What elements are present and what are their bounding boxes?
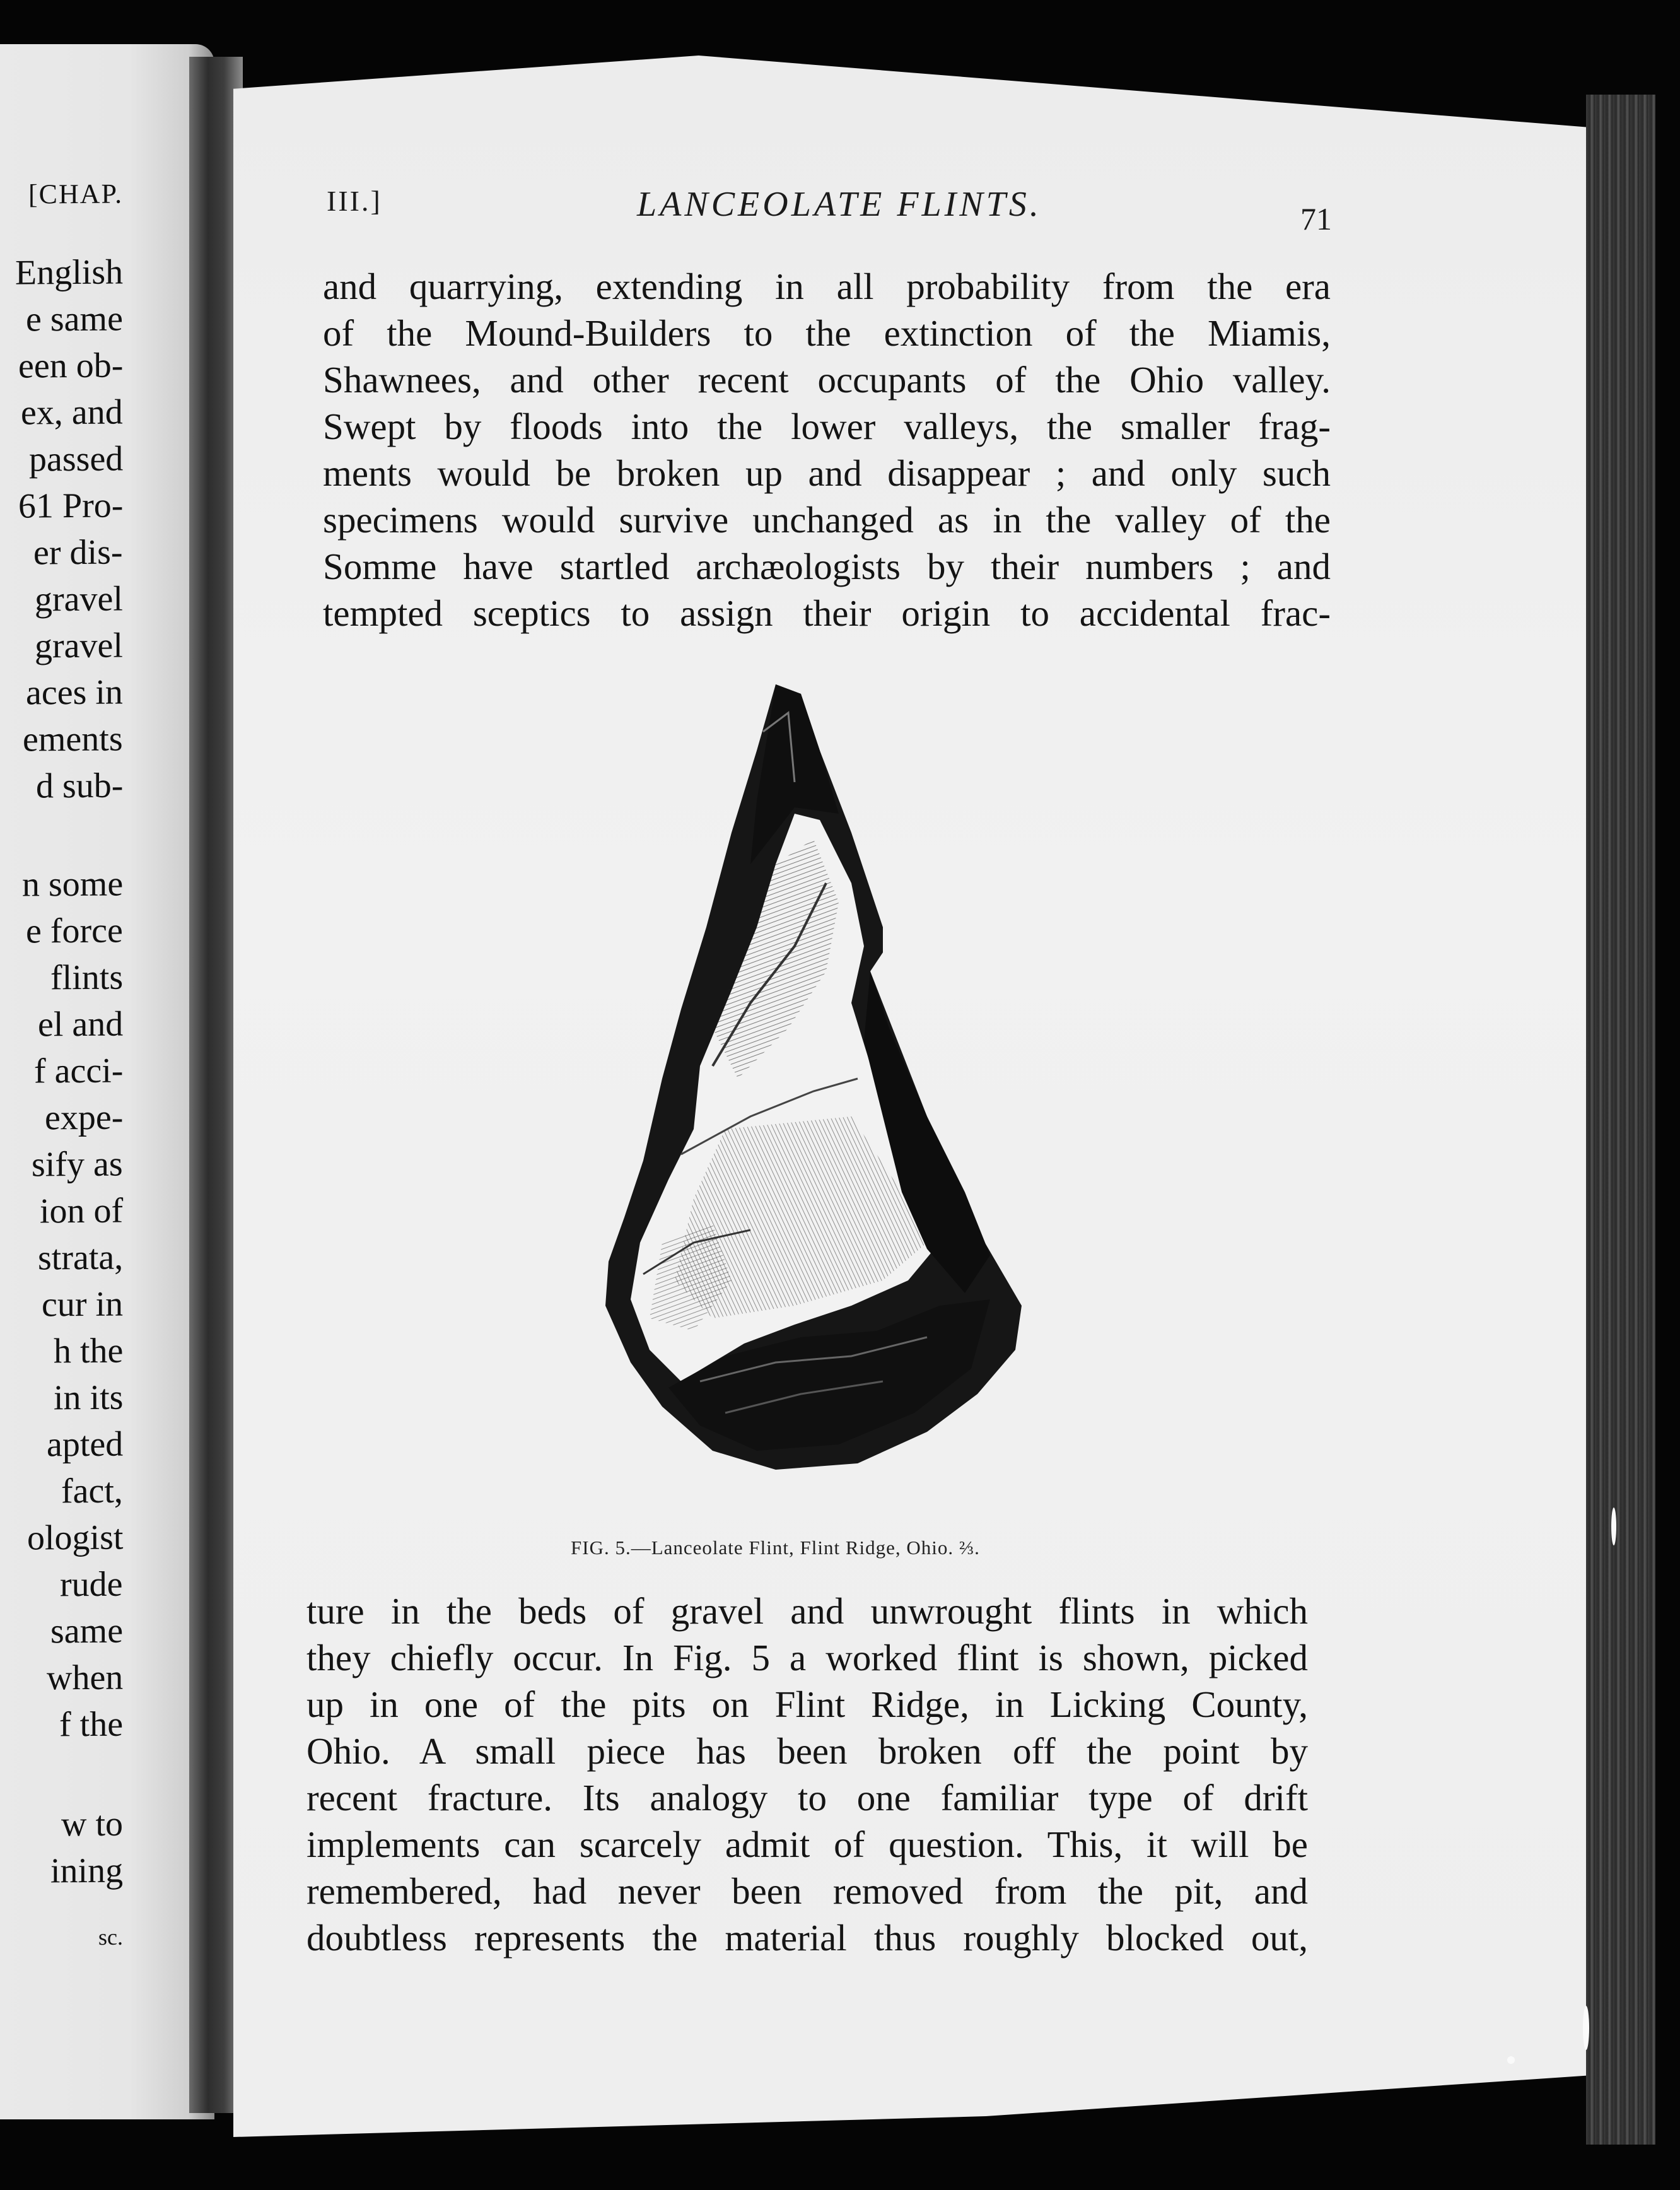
left-line: sify as	[32, 1144, 123, 1185]
left-line: flints	[50, 957, 123, 998]
left-line: een ob-	[18, 346, 123, 386]
scan-speck	[1611, 1508, 1616, 1545]
left-line: el and	[37, 1004, 123, 1045]
left-line: e same	[26, 299, 123, 339]
flint-illustration	[586, 675, 1034, 1514]
left-line: ologist	[26, 1518, 123, 1558]
left-line: in its	[53, 1378, 123, 1418]
text-line: and quarrying, extending in all probability from the era	[323, 266, 1331, 307]
scan-speck	[1507, 2056, 1515, 2064]
text-line: ture in the beds of gravel and unwrought flints in which	[306, 1590, 1308, 1632]
left-line: f the	[59, 1704, 123, 1745]
left-line: ex, and	[21, 392, 123, 433]
left-page-header: [CHAP.	[28, 178, 123, 210]
text-line: doubtless represents the material thus roughly blocked out,	[306, 1917, 1308, 1959]
figure-caption: FIG. 5.—Lanceolate Flint, Flint Ridge, Ohio. ⅔.	[571, 1537, 980, 1559]
left-line: ion of	[39, 1191, 123, 1231]
left-line: passed	[28, 439, 123, 479]
text-line: tempted sceptics to assign their origin to accidental frac-	[323, 592, 1331, 634]
left-line: er dis-	[33, 532, 123, 573]
scan-speck	[1583, 2006, 1589, 2050]
text-line: specimens would survive unchanged as in the valley of the	[323, 499, 1331, 541]
left-line: ements	[23, 719, 123, 759]
running-head: LANCEOLATE FLINTS.	[637, 185, 1042, 224]
left-line: English	[15, 252, 123, 293]
text-line: Shawnees, and other recent occupants of the Ohio valley.	[323, 359, 1331, 401]
chapter-numeral: III.]	[327, 185, 382, 217]
left-line: fact,	[61, 1471, 123, 1511]
text-line: they chiefly occur. In Fig. 5 a worked flint is shown, picked	[306, 1637, 1308, 1678]
text-line: implements can scarcely admit of question. This, it will be	[306, 1824, 1308, 1865]
left-line: rude	[60, 1564, 123, 1605]
left-line: expe-	[44, 1098, 123, 1138]
left-line: sc.	[98, 1924, 123, 1950]
text-line: Swept by floods into the lower valleys, the smaller frag-	[323, 406, 1331, 447]
left-line: 61 Pro-	[18, 486, 123, 526]
left-line: f acci-	[33, 1051, 123, 1091]
left-line: strata,	[37, 1238, 123, 1278]
left-line: e force	[26, 911, 123, 951]
text-line: remembered, had never been removed from the pit, and	[306, 1870, 1308, 1912]
left-line: when	[46, 1658, 123, 1698]
left-line: cur in	[41, 1284, 123, 1325]
left-line: ining	[50, 1851, 123, 1891]
text-line: of the Mound-Builders to the extinction of the Miamis,	[323, 312, 1331, 354]
left-line: same	[50, 1611, 123, 1651]
text-line: ments would be broken up and disappear ; and only such	[323, 452, 1331, 494]
left-line: w to	[61, 1804, 123, 1844]
left-line: d sub-	[35, 766, 123, 806]
text-line: Ohio. A small piece has been broken off the point by	[306, 1730, 1308, 1772]
text-line: Somme have startled archæologists by their numbers ; and	[323, 546, 1331, 587]
left-line: aces in	[26, 672, 123, 713]
left-line: h the	[53, 1331, 123, 1371]
left-line: n some	[21, 864, 123, 905]
text-line: recent fracture. Its analogy to one familiar type of drift	[306, 1777, 1308, 1818]
page-number: 71	[1300, 201, 1332, 237]
text-line: up in one of the pits on Flint Ridge, in Licking County,	[306, 1683, 1308, 1725]
left-line: gravel	[35, 626, 123, 666]
left-line: gravel	[35, 579, 123, 619]
left-line: apted	[46, 1424, 123, 1465]
